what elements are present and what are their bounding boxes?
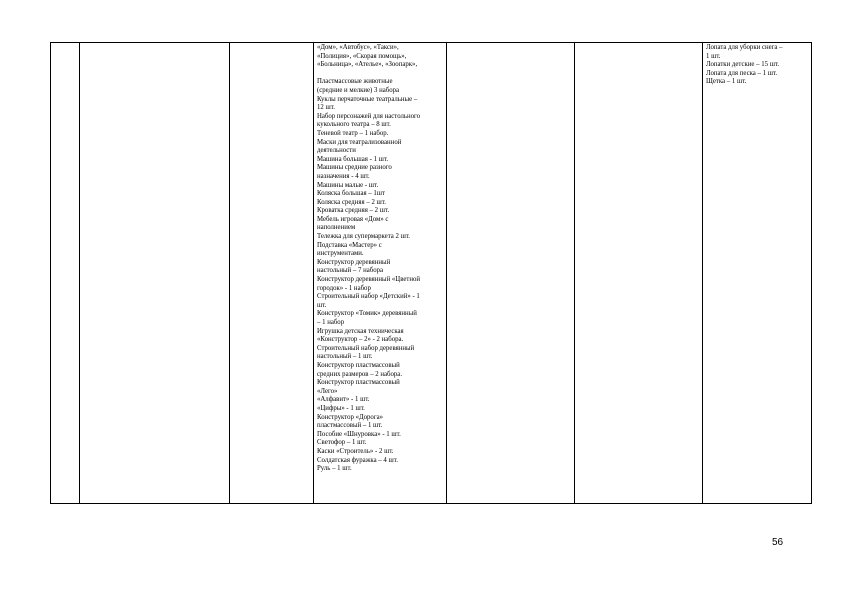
table-row — [51, 43, 812, 504]
list-item: «Лего» — [317, 387, 338, 395]
list-item: 1 шт. — [706, 52, 721, 60]
list-item: Маски для театрализованной — [317, 138, 402, 146]
list-item: Пособие «Шнуровка» - 1 шт. — [317, 430, 401, 438]
list-item: (средние и мелкие) 3 набора — [317, 86, 400, 94]
list-item: Коляска средняя – 2 шт. — [317, 198, 386, 206]
list-item: Строительный набор деревянный — [317, 344, 415, 352]
list-item: Машины малые - шт. — [317, 181, 379, 189]
outdoor-equipment-cell — [703, 43, 812, 504]
list-item: Куклы перчаточные театральные – — [317, 95, 418, 103]
list-item: Лопатки детские – 15 шт. — [706, 61, 780, 69]
table-cell-col-5 — [447, 43, 575, 504]
list-item: 12 шт. — [317, 104, 335, 112]
table-cell-col-2 — [80, 43, 230, 504]
list-item: Машина большая - 1 шт. — [317, 155, 389, 163]
list-item: «Конструктор – 2» - 2 набора. — [317, 336, 404, 344]
list-item: Игрушка детская техническая — [317, 327, 404, 335]
list-item: Каски «Строитель» - 2 шт. — [317, 447, 394, 455]
table-cell-col-1 — [51, 43, 80, 504]
list-item: Руль – 1 шт. — [317, 465, 352, 473]
list-item: – 1 набор — [317, 319, 345, 326]
list-item: инструментами. — [317, 250, 364, 258]
list-item: настольный – 1 шт. — [317, 353, 373, 361]
list-item: шт. — [317, 301, 327, 309]
list-item: «Алфавит» - 1 шт. — [317, 396, 370, 404]
list-item: Кроватка средняя – 2 шт. — [317, 207, 390, 215]
list-item: Пластмассовые животные — [317, 78, 393, 86]
equipment-table — [50, 42, 812, 504]
page-number: 56 — [772, 537, 784, 548]
list-item: Конструктор «Томик» деревянный — [317, 310, 417, 318]
list-item: городок» - 1 набор — [317, 284, 371, 292]
list-item: Конструктор деревянный «Цветной — [317, 276, 421, 284]
list-item: Теневой театр – 1 набор. — [317, 129, 389, 137]
list-item: Конструктор «Дорога» — [317, 413, 384, 421]
list-item: «Дом», «Автобус», «Такси», — [317, 44, 399, 51]
list-item: пластмассовый – 1 шт. — [317, 422, 383, 430]
table-cell-col-6 — [575, 43, 703, 504]
table-cell-col-3 — [230, 43, 314, 504]
list-item: Конструктор пластмассовый — [317, 361, 400, 369]
list-item: «Цифры» - 1 шт. — [317, 404, 365, 412]
list-item: Светофор – 1 шт. — [317, 439, 367, 447]
list-item: «Больница», «Ателье», «Зоопарк», — [317, 61, 418, 69]
list-item: Коляска большая – 1шт — [317, 190, 385, 198]
list-item: Конструктор пластмассовый — [317, 379, 400, 387]
list-item: Лопата для песка – 1 шт. — [706, 69, 778, 77]
list-item: Конструктор деревянный — [317, 258, 391, 266]
list-item: Солдатская фуражка – 4 шт. — [317, 456, 398, 464]
list-item: Мебель игровая «Дом» с — [317, 215, 389, 223]
list-item: назначения - 4 шт. — [317, 172, 370, 180]
list-item: «Полиция», «Скорая помощь», — [317, 52, 407, 60]
list-item: Машины средние разного — [317, 164, 392, 172]
list-item: Щетка – 1 шт. — [706, 78, 747, 86]
list-item: Лопата для уборки снега – — [706, 44, 783, 51]
list-item: настольный – 7 набора — [317, 267, 384, 275]
list-item — [317, 70, 444, 79]
list-item: Строительный набор «Детский» - 1 — [317, 293, 420, 301]
list-item: наполнением — [317, 224, 356, 232]
equipment-list-cell — [314, 43, 447, 504]
list-item: Подставка «Мастер» с — [317, 241, 382, 249]
list-item: средних размеров – 2 набора. — [317, 370, 403, 378]
list-item: Набор персонажей для настольного — [317, 112, 421, 120]
list-item: кукольного театра – 8 шт. — [317, 121, 391, 129]
list-item: деятельности — [317, 147, 356, 155]
list-item: Тележка для супермаркета 2 шт. — [317, 233, 410, 241]
